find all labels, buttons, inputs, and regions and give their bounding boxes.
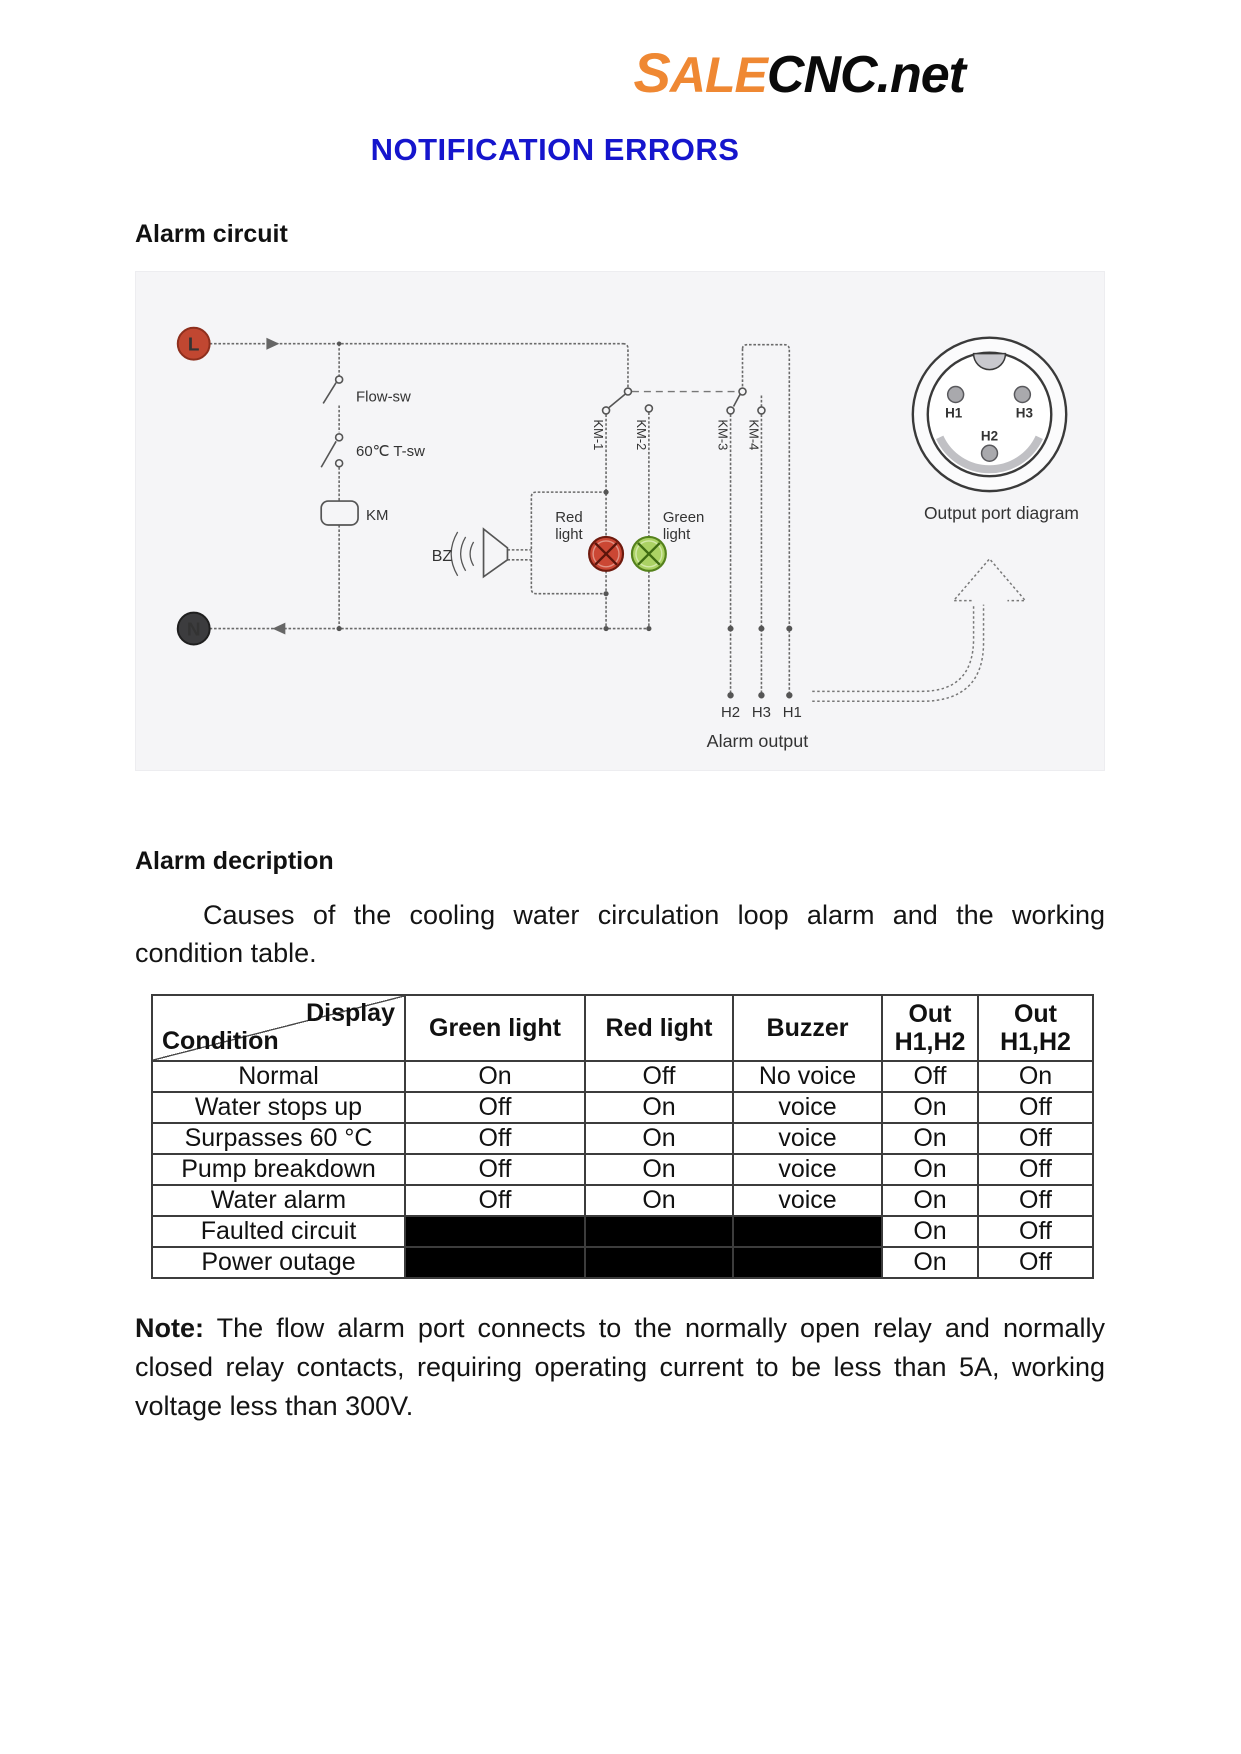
green-light-label-line2: light	[662, 525, 691, 543]
cell-red-redacted	[585, 1247, 733, 1278]
cell-out1: On	[882, 1247, 978, 1278]
cell-out1: On	[882, 1092, 978, 1123]
cell-condition: Water alarm	[152, 1185, 405, 1216]
output-h1-label: H1	[782, 704, 802, 722]
logo-cnc: CNC.net	[766, 46, 965, 104]
cell-green-redacted	[405, 1247, 585, 1278]
buzzer	[432, 529, 508, 577]
terminal-n	[178, 613, 210, 645]
corner-display-label: Display	[306, 999, 395, 1027]
port-pin-h1	[948, 387, 964, 403]
alarm-condition-table	[151, 994, 1094, 1279]
km4-contact	[758, 407, 765, 414]
cell-green: Off	[405, 1123, 585, 1154]
port-pin-h1-label: H1	[945, 405, 963, 421]
header-out-1-line2: H1,H2	[894, 1028, 966, 1056]
intro-paragraph: Causes of the cooling water circulation loop alarm and the working condition table.	[135, 900, 1105, 968]
cell-red: On	[585, 1185, 733, 1216]
current-arrow-left	[272, 623, 285, 635]
terminal-l	[178, 328, 210, 360]
table-row	[152, 1247, 1093, 1278]
page-title: NOTIFICATION ERRORS	[370, 132, 740, 167]
green-light-lamp	[632, 537, 666, 571]
output-h2-label: H2	[721, 704, 741, 722]
green-light-label-line1: Green	[662, 508, 705, 526]
cell-red: Off	[585, 1061, 733, 1092]
cell-out1: On	[882, 1185, 978, 1216]
km-coil-label: KM	[366, 507, 389, 525]
alarm-circuit-diagram	[135, 271, 1105, 771]
salecnc-logo	[634, 40, 965, 105]
heading-alarm-circuit: Alarm circuit	[135, 220, 288, 248]
cell-out2: Off	[978, 1154, 1093, 1185]
header-out-2-line2: H1,H2	[1000, 1028, 1071, 1056]
red-light-label-line2: light	[555, 525, 583, 543]
logo-sale-initial: S	[633, 41, 670, 104]
cell-red: On	[585, 1092, 733, 1123]
cell-out2: Off	[978, 1185, 1093, 1216]
km2-label: KM-2	[633, 419, 649, 451]
km1-label: KM-1	[591, 419, 607, 451]
cell-out1: Off	[882, 1061, 978, 1092]
cell-out2: Off	[978, 1247, 1093, 1278]
km2-contact	[645, 405, 652, 412]
table-row	[152, 1185, 1093, 1216]
red-light-lamp	[589, 537, 623, 571]
port-pin-h2-label: H2	[980, 428, 999, 444]
temp-switch	[321, 434, 342, 467]
cell-condition: Water stops up	[152, 1092, 405, 1123]
cell-out1: On	[882, 1216, 978, 1247]
cell-red: On	[585, 1123, 733, 1154]
cell-condition: Surpasses 60 °C	[152, 1123, 405, 1154]
port-pin-h2	[982, 445, 998, 461]
current-arrow-right	[266, 338, 279, 350]
logo-sale-rest: ALE	[669, 47, 767, 103]
note-text: The flow alarm port connects to the normally open relay and normally closed relay contacts, requiring operating current to be less than 5A, working voltage less than 300V.	[135, 1313, 1105, 1421]
header-out-2	[978, 995, 1093, 1061]
cell-out2: Off	[978, 1216, 1093, 1247]
header-green-light: Green light	[405, 995, 585, 1061]
flow-switch	[323, 376, 342, 403]
note-paragraph	[135, 1309, 1105, 1426]
corner-condition-label: Condition	[162, 1027, 279, 1055]
cell-out2: Off	[978, 1123, 1093, 1154]
cell-buzzer-redacted	[733, 1216, 882, 1247]
km4-label: KM-4	[746, 419, 762, 451]
cell-condition: Faulted circuit	[152, 1216, 405, 1247]
logo-sale	[633, 41, 767, 104]
cell-condition: Power outage	[152, 1247, 405, 1278]
table-row	[152, 1092, 1093, 1123]
pointer-arrow-dashed	[812, 559, 1025, 701]
cell-red: On	[585, 1154, 733, 1185]
cell-out2: On	[978, 1061, 1093, 1092]
note-label: Note:	[135, 1313, 204, 1343]
km3-label: KM-3	[715, 419, 731, 451]
port-pin-h3	[1014, 387, 1030, 403]
cell-condition: Pump breakdown	[152, 1154, 405, 1185]
table-row	[152, 1123, 1093, 1154]
header-corner-cell	[152, 995, 405, 1061]
cell-green: Off	[405, 1154, 585, 1185]
output-h3-label: H3	[751, 704, 771, 722]
cell-buzzer: voice	[733, 1123, 882, 1154]
logo-row	[135, 40, 1105, 106]
circuit-diagram-svg	[135, 271, 1105, 771]
cell-green-redacted	[405, 1216, 585, 1247]
output-port-caption: Output port diagram	[923, 503, 1079, 524]
header-out-2-line1: Out	[1013, 1000, 1058, 1028]
cell-buzzer: voice	[733, 1185, 882, 1216]
cell-buzzer: No voice	[733, 1061, 882, 1092]
table-row	[152, 1061, 1093, 1092]
alarm-output-caption: Alarm output	[706, 731, 809, 752]
red-light-label-line1: Red	[555, 508, 583, 526]
km-coil	[321, 501, 358, 525]
heading-alarm-description: Alarm decription	[135, 847, 334, 875]
cell-green: On	[405, 1061, 585, 1092]
terminal-n-label: N	[186, 619, 201, 641]
output-port-diagram	[913, 338, 1066, 491]
cell-green: Off	[405, 1092, 585, 1123]
cell-out2: Off	[978, 1092, 1093, 1123]
port-pin-h3-label: H3	[1015, 405, 1033, 421]
header-buzzer: Buzzer	[733, 995, 882, 1061]
header-red-light: Red light	[585, 995, 733, 1061]
header-out-1	[882, 995, 978, 1061]
km1-contact	[603, 388, 632, 414]
cell-buzzer-redacted	[733, 1247, 882, 1278]
cell-condition: Normal	[152, 1061, 405, 1092]
flow-switch-label: Flow-sw	[356, 388, 411, 406]
cell-out1: On	[882, 1123, 978, 1154]
table-row	[152, 1154, 1093, 1185]
table-row	[152, 1216, 1093, 1247]
temp-switch-label: 60℃ T-sw	[356, 443, 425, 461]
cell-out1: On	[882, 1154, 978, 1185]
cell-green: Off	[405, 1185, 585, 1216]
terminal-l-label: L	[187, 334, 200, 356]
header-out-1-line1: Out	[908, 1000, 952, 1028]
cell-red-redacted	[585, 1216, 733, 1247]
cell-buzzer: voice	[733, 1154, 882, 1185]
table-header-row	[152, 995, 1093, 1061]
cell-buzzer: voice	[733, 1092, 882, 1123]
buzzer-label: BZ	[431, 547, 453, 565]
page	[135, 40, 1105, 1426]
